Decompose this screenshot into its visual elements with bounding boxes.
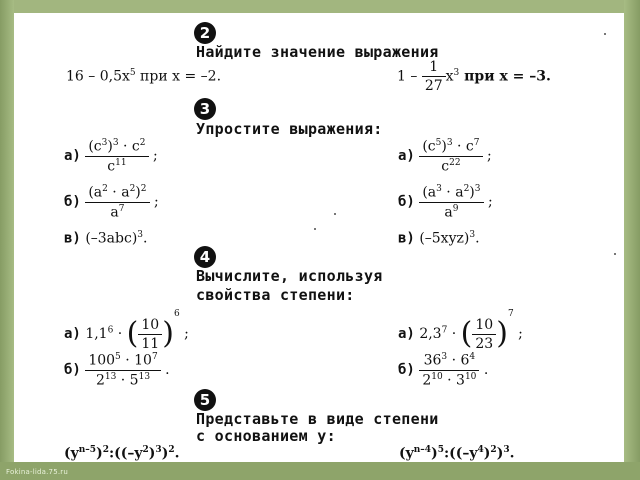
section-3-right-item-c — [398, 231, 480, 246]
num-tail: · c — [457, 138, 474, 155]
denominator: 27 — [424, 78, 443, 94]
slide-frame-left — [0, 0, 14, 480]
scan-speck — [314, 228, 316, 230]
slide-frame-right — [624, 0, 640, 480]
exponent: 2 — [102, 184, 108, 194]
item-label: а) — [398, 326, 415, 342]
exponent: 3 — [441, 352, 448, 362]
exponent: 22 — [449, 157, 461, 168]
num-close: ) — [469, 184, 475, 201]
expr-part: ) — [96, 445, 103, 462]
exponent: 5 — [437, 445, 444, 455]
num-close: ) — [107, 138, 113, 155]
exponent: 10 — [431, 371, 443, 382]
num-base: (a — [422, 184, 437, 201]
separator: ; — [486, 148, 492, 165]
section-4-right-item-b — [398, 353, 488, 387]
section-3-right-item-a — [398, 139, 492, 173]
section-2-right-expression — [397, 60, 551, 93]
denominator — [85, 371, 160, 388]
exponent: 3 — [503, 445, 510, 455]
numerator — [419, 185, 483, 203]
fraction — [419, 353, 479, 387]
expr-text: 1 – — [397, 68, 418, 85]
den-base: 2 — [95, 372, 105, 389]
num-close: ) — [135, 184, 141, 201]
item-label: в) — [64, 230, 81, 247]
exponent: 5 — [129, 68, 136, 78]
exponent: 3 — [469, 230, 476, 240]
denominator: 11 — [141, 335, 160, 352]
item-label: б) — [64, 194, 81, 211]
item-label: б) — [64, 362, 81, 379]
num-mid: · 10 — [120, 352, 152, 369]
exponent: 2 — [463, 184, 470, 194]
exponent: 3 — [101, 138, 108, 148]
exponent: 7 — [118, 203, 125, 214]
num-mid: · a — [441, 184, 464, 201]
numerator — [85, 139, 148, 157]
exponent: 6 — [107, 325, 114, 336]
item-label: а) — [64, 326, 81, 342]
scan-speck — [604, 33, 606, 35]
numerator: 10 — [138, 318, 162, 335]
section-3-left-item-c — [64, 231, 147, 246]
item-label: в) — [398, 230, 415, 247]
expr-part: ) — [431, 445, 438, 462]
den-base: 2 — [422, 372, 432, 389]
item-label: б) — [398, 362, 415, 379]
exponent: 4 — [477, 445, 484, 455]
left-paren: ( — [126, 316, 139, 351]
denominator — [85, 203, 149, 220]
separator: . — [475, 230, 480, 247]
denominator — [419, 371, 479, 388]
watermark: Fokina-lida.75.ru — [6, 468, 69, 476]
separator: . — [483, 362, 489, 379]
denominator — [419, 203, 483, 220]
expr-part: ) — [496, 445, 504, 462]
exponent: 5 — [435, 138, 442, 148]
slide-frame-top — [0, 0, 640, 13]
num-close: ) — [441, 138, 447, 155]
section-2-title: Найдите значение выражения — [196, 43, 439, 61]
exponent: 3 — [137, 230, 144, 240]
item-label: а) — [64, 148, 81, 165]
expr-part: ) — [148, 445, 156, 462]
exponent: 3 — [446, 138, 453, 148]
fraction — [419, 139, 482, 173]
section-4-number: 4 — [194, 246, 216, 268]
numerator — [85, 353, 160, 371]
section-3-left-item-b — [64, 185, 159, 219]
base: 2,3 — [419, 326, 442, 342]
denominator — [419, 157, 482, 174]
fraction — [472, 318, 496, 351]
fraction — [419, 185, 483, 219]
expr-part: ) — [483, 445, 491, 462]
condition: при x = –2. — [135, 68, 222, 85]
exponent: 2 — [490, 445, 497, 455]
scan-speck — [334, 213, 336, 215]
num-mid: · a — [107, 184, 130, 201]
exponent: 5 — [115, 352, 121, 362]
exponent: 2 — [140, 184, 147, 194]
fraction — [85, 353, 160, 387]
left-paren: ( — [460, 316, 473, 351]
expr-part: (y — [399, 445, 414, 462]
separator: ; — [487, 194, 493, 211]
num-base: 36 — [423, 352, 442, 369]
fraction — [85, 185, 149, 219]
exponent: 7 — [441, 325, 448, 336]
exponent: 2 — [142, 445, 149, 455]
den-base: c — [441, 158, 450, 175]
den-mid: · 5 — [116, 372, 139, 389]
scan-speck — [614, 253, 616, 255]
denominator — [85, 157, 148, 174]
exponent: 3 — [474, 184, 481, 194]
separator: ; — [153, 194, 159, 211]
numerator: 10 — [472, 318, 496, 335]
fraction — [138, 318, 162, 351]
expr-part: ) — [161, 445, 169, 462]
numerator — [419, 353, 479, 371]
section-3-left-item-a — [64, 139, 158, 173]
exponent: 3 — [112, 138, 119, 148]
num-base: (a — [88, 184, 103, 201]
variable: x — [445, 68, 454, 85]
section-3-number: 3 — [194, 98, 216, 120]
separator: . — [509, 445, 515, 462]
section-5-left-expression — [64, 446, 179, 461]
den-base: a — [110, 204, 119, 221]
exponent: 7 — [507, 309, 514, 319]
exponent: 4 — [469, 352, 476, 362]
num-tail: · c — [123, 138, 140, 155]
exponent: 3 — [155, 445, 162, 455]
section-4-title-line-1: Вычислите, используя — [196, 267, 383, 285]
expr-part: :((–y — [108, 445, 143, 462]
exponent: 3 — [436, 184, 442, 194]
worksheet — [14, 13, 624, 462]
num-mid: · 6 — [447, 352, 470, 369]
right-paren: ) — [496, 316, 508, 351]
section-5-title-line-1: Представьте в виде степени — [196, 410, 439, 428]
expr-part: (y — [64, 445, 79, 462]
separator: ; — [152, 148, 158, 165]
expr-text: (–3abc) — [85, 230, 138, 247]
separator: . — [174, 445, 180, 462]
exponent: 3 — [453, 67, 460, 78]
numerator — [85, 185, 149, 203]
section-4-title-line-2: свойства степени: — [196, 286, 355, 304]
exponent: 13 — [104, 371, 117, 382]
exponent: 2 — [102, 445, 109, 455]
denominator: 23 — [475, 335, 494, 352]
separator: . — [165, 362, 170, 379]
num-base: (c — [88, 138, 102, 155]
slide-frame-bottom — [0, 462, 640, 480]
exponent: n–5 — [78, 445, 97, 455]
base: 1,1 — [85, 326, 108, 342]
den-mid: · 3 — [442, 372, 465, 389]
expr-text: (–5xyz) — [419, 230, 470, 247]
den-base: c — [107, 158, 116, 175]
separator: ; — [184, 326, 189, 342]
fraction — [85, 139, 148, 173]
section-5-title-line-2: с основанием y: — [196, 427, 336, 445]
fraction — [422, 60, 446, 93]
section-5-number: 5 — [194, 389, 216, 411]
exponent: 6 — [173, 309, 180, 319]
condition: при x = –3. — [459, 68, 551, 85]
section-3-title: Упростите выражения: — [196, 120, 383, 138]
item-label: а) — [398, 148, 415, 165]
section-2-number: 2 — [194, 22, 216, 44]
exponent: 2 — [129, 184, 136, 194]
section-4-left-item-b — [64, 353, 170, 387]
section-2-left-expression — [66, 69, 221, 84]
exponent: 7 — [151, 352, 158, 362]
den-base: a — [444, 204, 453, 221]
numerator — [419, 139, 482, 157]
exponent: 10 — [464, 371, 477, 382]
numerator: 1 — [422, 60, 446, 77]
num-base: 100 — [88, 352, 116, 369]
exponent: 7 — [473, 138, 480, 148]
section-3-right-item-b — [398, 185, 493, 219]
num-base: (c — [422, 138, 436, 155]
exponent: 13 — [138, 371, 151, 382]
section-4-right-item-a: а) $2,3^7$ · ( $\frac{10}{23}$ )$^7$ ; — [398, 309, 523, 352]
exponent: 2 — [139, 138, 146, 148]
exponent: 9 — [452, 203, 459, 214]
section-4-left-item-a: а) $1,1^6$ · ( $\frac{10}{11}$ )$^6$ ; — [64, 309, 189, 352]
separator: . — [143, 230, 148, 247]
section-5-right-expression — [399, 446, 514, 461]
exponent: 11 — [115, 157, 127, 168]
item-label: б) — [398, 194, 415, 211]
expr-text: 16 – 0,5x — [66, 68, 130, 85]
right-paren: ) — [162, 316, 174, 351]
separator: ; — [518, 326, 523, 342]
exponent: n–4 — [413, 445, 432, 455]
exponent: 2 — [168, 445, 175, 455]
expr-part: :((–y — [443, 445, 478, 462]
